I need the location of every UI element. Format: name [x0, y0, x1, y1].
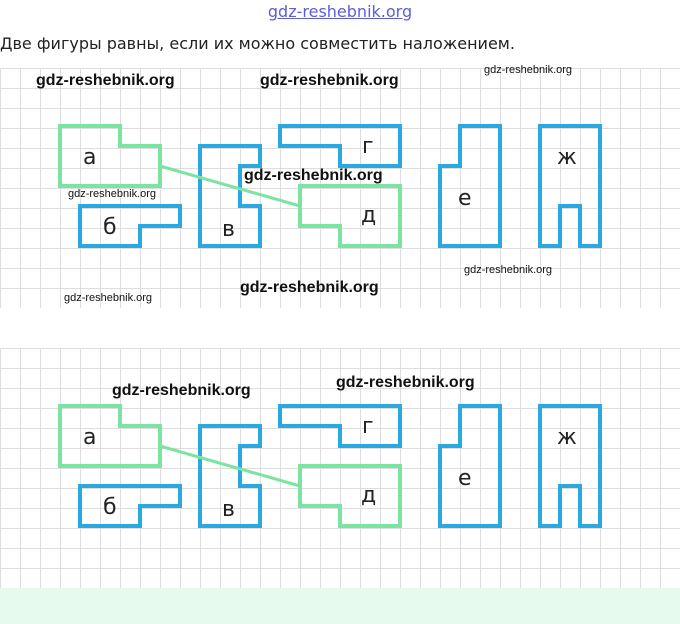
figure-zh-shape — [540, 126, 600, 246]
watermark: gdz-reshebnik.org — [36, 72, 175, 89]
watermark: gdz-reshebnik.org — [240, 279, 379, 296]
task-text: Две фигуры равны, если их можно совместить наложением. — [0, 34, 515, 53]
figure-zh-label: ж — [557, 425, 577, 450]
watermark: gdz-reshebnik.org — [68, 188, 157, 200]
figures-panel-1 — [0, 64, 680, 308]
figure-a-shape — [60, 406, 160, 466]
figure-a-shape — [60, 126, 160, 186]
figure-g-label: г — [362, 414, 374, 439]
figure-d-label: д — [361, 203, 377, 228]
bottom-band — [0, 588, 680, 624]
site-title-link[interactable]: gdz-reshebnik.org — [267, 2, 413, 21]
figure-v-label: в — [222, 497, 235, 522]
figure-d-label: д — [361, 483, 377, 508]
watermark: gdz-reshebnik.org — [464, 264, 553, 276]
watermark: gdz-reshebnik.org — [336, 374, 475, 391]
watermark: gdz-reshebnik.org — [112, 382, 251, 399]
figure-e-label: е — [458, 466, 472, 491]
watermark: gdz-reshebnik.org — [64, 292, 153, 304]
figure-g-shape — [280, 406, 400, 446]
figure-b-label: б — [103, 215, 117, 240]
figure-d-shape — [300, 186, 400, 246]
figure-b-shape — [80, 206, 180, 246]
figure-b-shape — [80, 486, 180, 526]
figure-d-shape — [300, 466, 400, 526]
figure-b-label: б — [103, 495, 117, 520]
watermark: gdz-reshebnik.org — [244, 167, 383, 184]
watermark: gdz-reshebnik.org — [484, 64, 573, 76]
figure-v-label: в — [222, 217, 235, 242]
equal-link-line — [160, 446, 300, 486]
figures-panel-2 — [0, 348, 680, 588]
figure-a-label: а — [83, 145, 97, 170]
watermark: gdz-reshebnik.org — [260, 72, 399, 89]
figure-zh-shape — [540, 406, 600, 526]
figure-a-label: а — [83, 425, 97, 450]
figure-zh-label: ж — [557, 145, 577, 170]
figure-g-shape — [280, 126, 400, 166]
figure-g-label: г — [362, 134, 374, 159]
figure-e-label: е — [458, 186, 472, 211]
